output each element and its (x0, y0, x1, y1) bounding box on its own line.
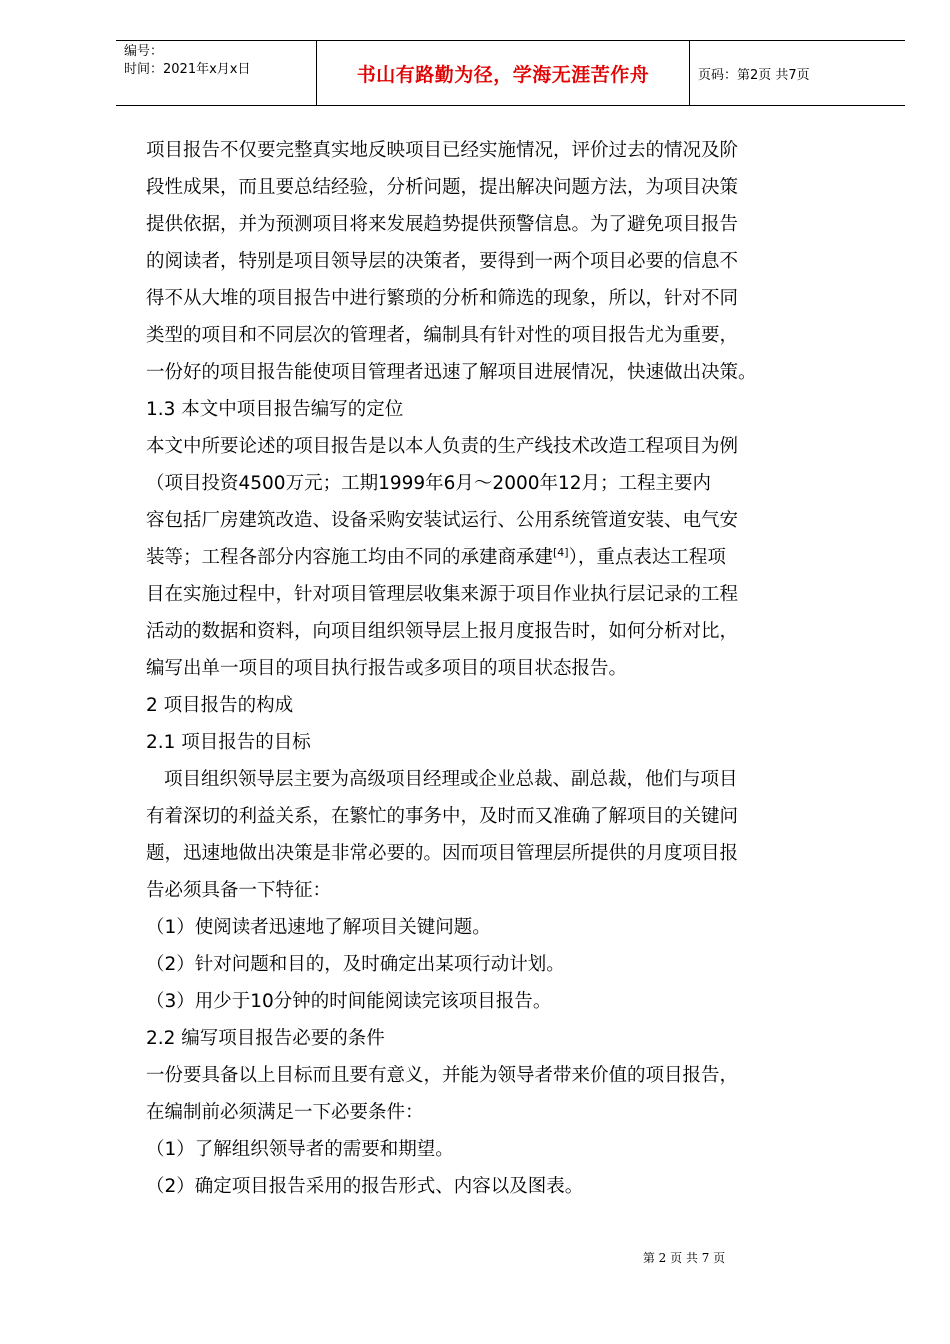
body-line: 活动的数据和资料，向项目组织领导层上报月度报告时，如何分析对比， (146, 621, 739, 642)
body-line: 一份好的项目报告能使项目管理者迅速了解项目进展情况，快速做出决策。 (146, 362, 757, 383)
body-line: 有着深切的利益关系，在繁忙的事务中，及时而又准确了解项目的关键问 (146, 806, 739, 827)
section-heading: 2 项目报告的构成 (146, 695, 294, 716)
list-item: （1）使阅读者迅速地了解项目关键问题。 (146, 917, 491, 938)
body-line: 目在实施过程中，针对项目管理层收集来源于项目作业执行层记录的工程 (146, 584, 739, 605)
header-page-number: 页码：第2页 共7页 (698, 67, 810, 83)
body-line: 项目报告不仅要完整真实地反映项目已经实施情况，评价过去的情况及阶 (146, 140, 739, 161)
body-line: 项目组织领导层主要为高级项目经理或企业总裁、副总裁，他们与项目 (164, 769, 738, 790)
body-line-text: 装等；工程各部分内容施工均由不同的承建商承建 (146, 547, 554, 568)
document-date: 时间：2021年x月x日 (124, 62, 251, 77)
section-heading: 2.2 编写项目报告必要的条件 (146, 1028, 385, 1049)
section-heading: 2.1 项目报告的目标 (146, 732, 311, 753)
body-line: 得不从大堆的项目报告中进行繁琐的分析和筛选的现象，所以，针对不同 (146, 288, 739, 309)
list-item: （3）用少于10分钟的时间能阅读完该项目报告。 (146, 991, 552, 1012)
body-line: 类型的项目和不同层次的管理者，编制具有针对性的项目报告尤为重要， (146, 325, 739, 346)
section-heading: 1.3 本文中项目报告编写的定位 (146, 399, 404, 420)
document-body (146, 132, 876, 1205)
list-item: （1）了解组织领导者的需要和期望。 (146, 1139, 454, 1160)
body-line: 在编制前必须满足一下必要条件： (146, 1102, 424, 1123)
body-line: （项目投资4500万元；工期1999年6月～2000年12月；工程主要内 (146, 473, 712, 494)
body-line: 一份要具备以上目标而且要有意义，并能为领导者带来价值的项目报告， (146, 1065, 739, 1086)
list-item: （2）针对问题和目的，及时确定出某项行动计划。 (146, 954, 565, 975)
body-line: 段性成果，而且要总结经验，分析问题，提出解决问题方法，为项目决策 (146, 177, 739, 198)
body-line-with-citation (146, 539, 876, 576)
list-item: （2）确定项目报告采用的报告形式、内容以及图表。 (146, 1176, 584, 1197)
page-header (116, 40, 905, 106)
body-line: 容包括厂房建筑改造、设备采购安装试运行、公用系统管道安装、电气安 (146, 510, 739, 531)
body-line: 题，迅速地做出决策是非常必要的。因而项目管理层所提供的月度项目报 (146, 843, 739, 864)
document-number: 编号： (124, 44, 164, 59)
header-motto: 书山有路勤为径，学海无涯苦作舟 (316, 41, 690, 105)
body-line: 告必须具备一下特征： (146, 880, 332, 901)
body-line: 编写出单一项目的项目执行报告或多项目的项目状态报告。 (146, 658, 628, 679)
page-footer: 第 2 页 共 7 页 (642, 1251, 726, 1265)
body-line-tail: ），重点表达工程项 (568, 547, 726, 568)
header-meta (116, 41, 316, 105)
body-line: 提供依据，并为预测项目将来发展趋势提供预警信息。为了避免项目报告 (146, 214, 739, 235)
body-line: 的阅读者，特别是项目领导层的决策者，要得到一两个项目必要的信息不 (146, 251, 739, 272)
body-line: 本文中所要论述的项目报告是以本人负责的生产线技术改造工程项目为例 (146, 436, 739, 457)
citation-ref: [4] (553, 545, 569, 559)
